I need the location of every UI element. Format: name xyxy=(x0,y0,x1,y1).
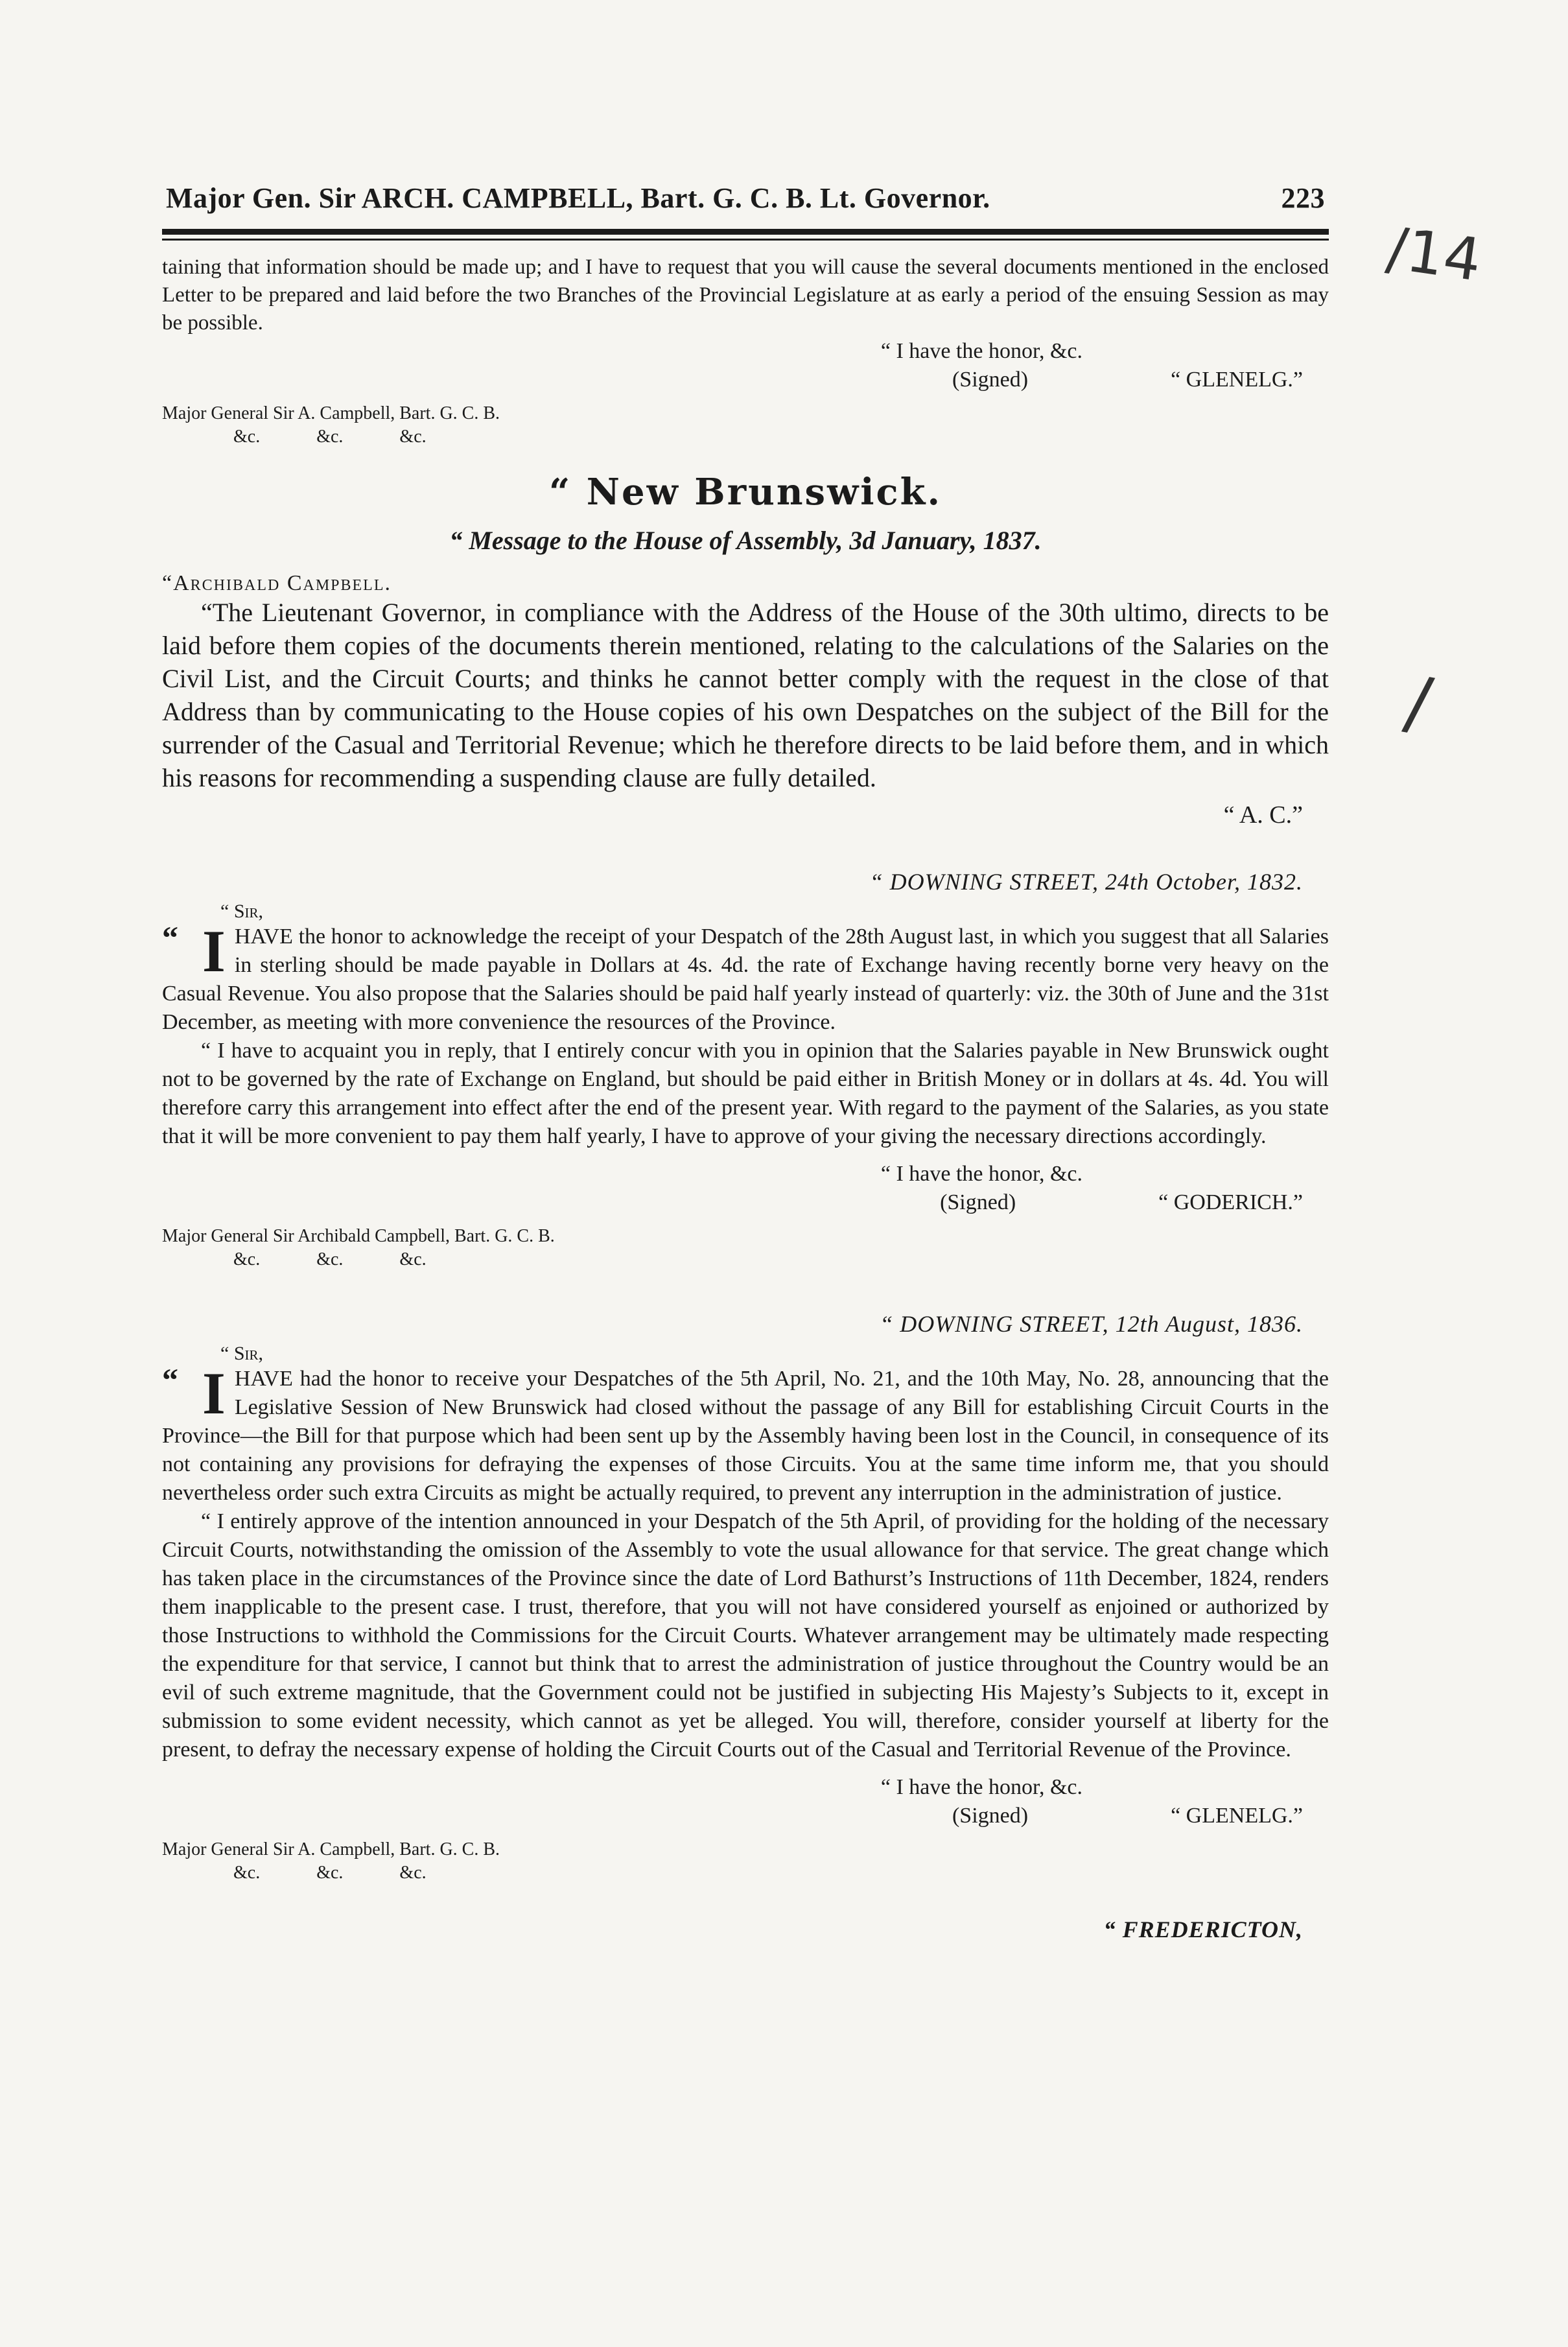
letter1-para2: “ I have to acquaint you in reply, that I entirely concur with you in opinion that the Salaries payable in New Brunswick ought not to be governed by the rate of Exchange on England, but should be paid either in British Money or in dollars at 4s. 4d. You will therefore carry this arrangement into effect after the end of the present year. With regard to the payment of the Salaries, as you state that it will be more convenient to pay them half yearly, I have to approve of your giving the necessary directions accordingly. xyxy=(162,1039,1329,1148)
section-initials: “ A. C.” xyxy=(1223,801,1303,829)
letter2-salutation: “ Sir, xyxy=(220,1343,263,1364)
letter1-dropcap: I xyxy=(202,918,226,984)
letter2-closing-row xyxy=(162,1773,1329,1802)
margin-note-top: /14 xyxy=(1383,214,1486,295)
letter1-body xyxy=(162,918,1329,1037)
letter2-etc: &c. &c. &c. xyxy=(233,1863,427,1883)
letter2-signature-row xyxy=(162,1802,1329,1830)
intro-signature-row xyxy=(162,366,1329,394)
letter2-signed: (Signed) xyxy=(952,1804,1029,1828)
letter2-opening-quote: “ xyxy=(162,1362,178,1398)
page xyxy=(162,182,1329,1943)
intro-addressee xyxy=(162,402,1329,449)
intro-text: taining that information should be made up; and I have to request that you will cause the several documents mentioned in the enclosed Letter to be prepared and laid before the two Branches of the Provincial Legislature at as early a period of the ensuing Session as may be possible. xyxy=(162,255,1329,335)
letter1-opening-quote: “ xyxy=(162,919,178,956)
running-head xyxy=(162,182,1329,215)
letter1-dateline: “ DOWNING STREET, 24th October, 1832. xyxy=(869,869,1303,895)
letter2-body xyxy=(162,1360,1329,1507)
section-author: “Archibald Campbell. xyxy=(162,571,392,595)
catchword: “ FREDERICTON, xyxy=(1103,1917,1303,1942)
letter1-signed: (Signed) xyxy=(940,1190,1016,1214)
letter2-dropcap: I xyxy=(202,1360,226,1426)
letter2-closing: “ I have the honor, &c. xyxy=(880,1775,1082,1799)
letter1-signature: “ GODERICH.” xyxy=(1158,1190,1303,1214)
letter1-addressee xyxy=(162,1225,1329,1271)
intro-signed: (Signed) xyxy=(952,368,1029,392)
letter1-closing-row xyxy=(162,1160,1329,1188)
header-rule-thin xyxy=(162,239,1329,241)
letter2-para2: “ I entirely approve of the intention announced in your Despatch of the 5th April, of providing for the holding of the necessary Circuit Courts, notwithstanding the omission of the Assembly to vote the usual allowance for that service. The great change which has taken place in the circumstances of the Province since the date of Lord Bathurst’s Instructions of 11th December, 1824, renders them inapplicable to the present case. I trust, therefore, that you will not have considered yourself as enjoined or authorized by those Instructions to withhold the Commissions for the Circuit Courts. Whatever arrangement may be ultimately made respecting the expenditure for that service, I cannot but think that to arrest the administration of justice throughout the Country would be an evil of such extreme magnitude, that the Government could not be justified in subjecting His Majesty’s Subjects to it, except in submission to some evident necessity, which cannot as yet be alleged. You will, therefore, consider yourself at liberty for the present, to defray the necessary expense of holding the Circuit Courts out of the Casual and Territorial Revenue of the Province. xyxy=(162,1509,1329,1762)
letter2-signature: “ GLENELG.” xyxy=(1171,1804,1303,1828)
letter2-addressee-name: Major General Sir A. Campbell, Bart. G. C. B. xyxy=(162,1839,500,1859)
letter2-dateline: “ DOWNING STREET, 12th August, 1836. xyxy=(880,1311,1303,1337)
intro-closing: “ I have the honor, &c. xyxy=(880,339,1082,363)
letter2-addressee xyxy=(162,1838,1329,1885)
letter2-para1: HAVE had the honor to receive your Despatches of the 5th April, No. 21, and the 10th May, No. 28, announcing that the Legislative Session of New Brunswick had closed without the passage of any Bill for establishing Circuit Courts in the Province—the Bill for that purpose which had been sent up by the Assembly having been lost in the Council, in consequence of its not containing any provisions for defraying the expenses of those Circuits. You at the same time inform me, that you should nevertheless order such extra Circuits as might be actually required, to prevent any interruption in the administration of justice. xyxy=(162,1367,1329,1505)
running-title: Major Gen. Sir ARCH. CAMPBELL, Bart. G. C. B. Lt. Governor. xyxy=(166,182,990,214)
section-heading: “ New Brunswick. xyxy=(549,471,942,513)
intro-etc: &c. &c. &c. xyxy=(233,427,427,447)
section-subheading: “ Message to the House of Assembly, 3d January, 1837. xyxy=(449,526,1042,555)
intro-closing-row xyxy=(162,337,1329,366)
letter1-closing: “ I have the honor, &c. xyxy=(880,1162,1082,1186)
letter1-addressee-name: Major General Sir Archibald Campbell, Bart. G. C. B. xyxy=(162,1226,555,1246)
letter1-para1: HAVE the honor to acknowledge the receipt of your Despatch of the 28th August last, in which you suggest that all Salaries in sterling should be made payable in Dollars at 4s. 4d. the rate of Exchange having recently borne very heavy on the Casual Revenue. You also propose that the Salaries should be paid half yearly instead of quarterly: viz. the 30th of June and the 31st December, as meeting with more convenience the resources of the Province. xyxy=(162,925,1329,1034)
header-rule-thick xyxy=(162,229,1329,235)
page-number: 223 xyxy=(1281,182,1325,214)
letter1-signature-row xyxy=(162,1188,1329,1217)
section-message: “The Lieutenant Governor, in compliance with the Address of the House of the 30th ultimo, directs to be laid before them copies of the documents therein mentioned, relating to the calculations of the Salaries on the Civil List, and the Circuit Courts; and thinks he cannot better comply with the request in the close of that Address than by communicating to the House copies of his own Despatches on the subject of the Bill for the surrender of the Casual and Territorial Revenue; which he therefore directs to be laid before them, and in which his reasons for recommending a suspending clause are fully detailed. xyxy=(162,598,1329,792)
letter1-salutation: “ Sir, xyxy=(220,901,263,922)
intro-addressee-name: Major General Sir A. Campbell, Bart. G. C. B. xyxy=(162,403,500,423)
letter1-etc: &c. &c. &c. xyxy=(233,1249,427,1269)
intro-signature: “ GLENELG.” xyxy=(1171,368,1303,392)
margin-note-middle: / xyxy=(1399,659,1438,746)
